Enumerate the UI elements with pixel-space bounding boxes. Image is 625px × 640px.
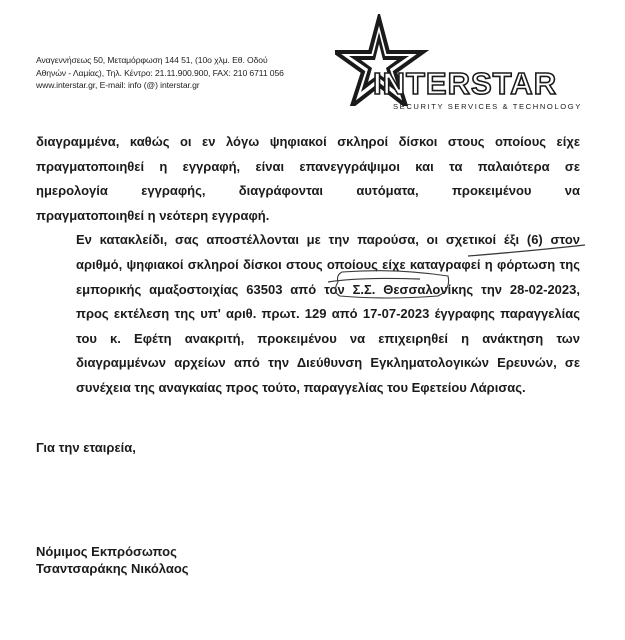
- text-line: προς εκτέλεση της υπ' αριθ. πρωτ. 129 από 17-07-2023 έγγραφης παραγγελίας: [76, 306, 580, 322]
- company-address: [36, 54, 336, 92]
- logo-wordmark: INTERSTAR: [373, 66, 558, 101]
- text-line: ημερολογία εγγραφής, διαγράφονται αυτόματα, προκειμένου να: [36, 183, 580, 199]
- company-logo: [335, 14, 595, 111]
- letter-body: [36, 130, 580, 401]
- signature-block: [36, 543, 189, 577]
- logo-tagline: SECURITY SERVICES & TECHNOLOGY: [393, 102, 582, 111]
- address-line: www.interstar.gr, E-mail: info (@) interstar.gr: [36, 80, 200, 91]
- text-line: διαγραμμένα, καθώς οι εν λόγω ψηφιακοί σκληροί δίσκοι στους οποίους είχε: [36, 134, 580, 149]
- address-line: Αναγεννήσεως 50, Μεταμόρφωση 144 51, (10ο χλμ. Εθ. Οδού: [36, 55, 268, 65]
- text-line: πραγματοποιηθεί η εγγραφή, είναι επανεγγράψιμοι και τα παλαιότερα σε: [36, 158, 580, 174]
- text-line: εμπορικής αμαξοστοιχίας 63503 από τον Σ.Σ. Θεσσαλονίκης την 28-02-2023,: [76, 281, 580, 297]
- paragraph-2: [36, 228, 580, 400]
- signatory-name: Τσαντσαράκης Νικόλαος: [36, 561, 189, 576]
- text-line: αριθμό, ψηφιακοί σκληροί δίσκοι στους οποίους είχε καταγραφεί η φόρτωση της: [76, 256, 580, 272]
- text-line: του κ. Εφέτη ανακριτή, προκειμένου να επιχειρηθεί η ανάκτηση των: [76, 330, 580, 346]
- text-line: πραγματοποιηθεί η νεότερη εγγραφή.: [36, 207, 270, 223]
- paragraph-1: [36, 130, 580, 228]
- text-line: Εν κατακλείδι, σας αποστέλλονται με την παρούσα, οι σχετικοί έξι (6) στον: [76, 232, 580, 248]
- letterhead: [0, 0, 625, 110]
- closing-salutation: Για την εταιρεία,: [36, 440, 136, 455]
- text-line: συνέχεια της αναγκαίας προς τούτο, παραγγελίας του Εφετείου Λάρισας.: [76, 379, 526, 395]
- signatory-role: Νόμιμος Εκπρόσωπος: [36, 544, 177, 559]
- text-line: διαγραμμένων αρχείων από την Διεύθυνση Εγκληματολογικών Ερευνών, σε: [76, 355, 580, 371]
- address-line: Αθηνών - Λαμίας), Τηλ. Κέντρο: 21.11.900.900, FAX: 210 6711 056: [36, 67, 284, 78]
